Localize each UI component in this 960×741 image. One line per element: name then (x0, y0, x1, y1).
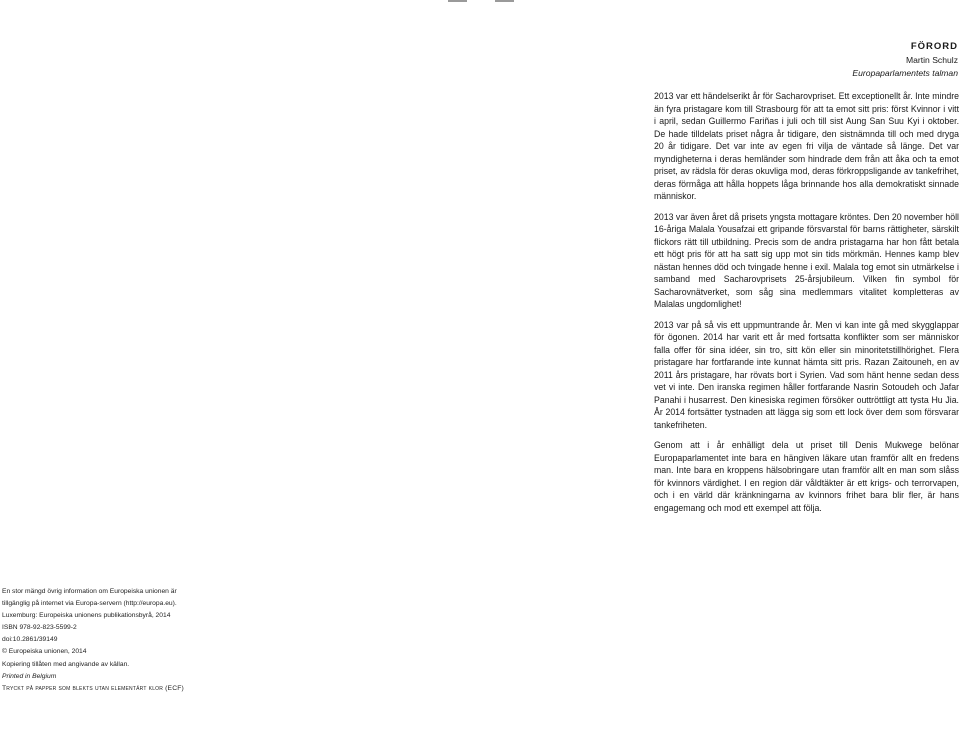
printed-in: Printed in Belgium (2, 672, 57, 680)
crop-mark-right (495, 0, 514, 2)
imprint-line: Luxemburg: Europeiska unionens publikationsbyrå, 2014 (2, 612, 171, 620)
imprint-line: En stor mängd övrig information om Europeiska unionen är (2, 588, 177, 595)
imprint-line: tillgänglig på internet via Europa-servern (http://europa.eu). (2, 600, 177, 608)
paragraph-3: 2013 var på så vis ett uppmuntrande år. Men vi kan inte gå med skygglappar för ögonen. 2014 har varit ett år med fortsatta konflikter som ser människor falla offer för sina idéer, sin tro, sitt kön eller sin minoritetstillhörighet. Flera pristagare har fortfarande inte kunnat hämta sitt pris. Razan Zaitouneh, en av 2011 års pristagare, har rövats bort i Syrien. Vad som hänt henne sedan dess vet vi inte. Den iranska regimen håller fortfarande Nasrin Sotoudeh och Jafar Panahi i husarrest. Den kinesiska regimen försöker outtröttligt att tysta Hu Jia. År 2014 fortsätter tystnaden att lägga sig som ett lock över dem som försvarar tankefriheten. (654, 319, 959, 430)
foreword-body (654, 90, 959, 522)
imprint-line: ISBN 978-92-823-5599-2 (2, 624, 77, 632)
imprint-line: © Europeiska unionen, 2014 (2, 648, 87, 656)
crop-mark-left (448, 0, 467, 2)
author-role: Europaparlamentets talman (852, 68, 958, 78)
imprint-line: doi:10.2861/39149 (2, 636, 58, 644)
author-name: Martin Schulz (905, 55, 958, 65)
foreword-header (658, 40, 958, 80)
paper-note: Tryckt på papper som blekts utan elementärt klor (ECF) (2, 684, 184, 692)
paragraph-2: 2013 var även året då prisets yngsta mottagare kröntes. Den 20 november höll 16-åriga Malala Yousafzai ett gripande försvarstal för barns rättigheter, särskilt flickors rätt till utbildning. Precis som de andra pristagarna har hon fått betala ett högt pris för att ha satt sig upp mot sin tids mörkmän. Hennes kamp blev nästan hennes död och tvingade henne i exil. Malala tog emot sin utmärkelse i samband med Sacharovprisets 25-årsjubileum. Vilken fin symbol för Sacharovnätverket, som såg sina medlemmars vitalitet kompletteras av Malalas ungdomlighet! (654, 211, 959, 309)
paragraph-1: 2013 var ett händelserikt år för Sacharovpriset. Ett exceptionellt år. Inte mindre än fyra pristagare kom till Strasbourg för att ta emot sitt pris: först Kvinnor i vitt i april, sedan Guillermo Fariñas i juli och till sist Aung San Suu Kyi i oktober. De hade tilldelats priset några år tidigare, den sistnämnda till och med dryga 20 år tidigare. Det var inte av egen fri vilja de väntade så länge. Det var myndigheterna i deras hemländer som hindrade dem från att åka och ta emot priset, av rädsla för deras okuvliga mod, deras förkroppsligande av tankefrihet, deras förmåga att hålla hoppets låga brinnande hos alla demokratiskt sinnade människor. (654, 91, 959, 201)
paragraph-4: Genom att i år enhälligt dela ut priset till Denis Mukwege belönar Europaparlamentet inte bara en hängiven läkare utan framför allt en fredens man. Inte bara en kroppens hälsobringare utan framför allt en man som slåss för kvinnors värdighet. I en region där våldtäkter är ett krigs- och terrorvapen, och i en värld där kränkningarna av kvinnors frihet bara blir fler, är hans engagemang och mod ett exempel att följa. (654, 440, 959, 513)
imprint-block (2, 586, 202, 695)
imprint-line: Kopiering tillåten med angivande av källan. (2, 660, 130, 668)
section-heading: FÖRORD (910, 41, 958, 52)
